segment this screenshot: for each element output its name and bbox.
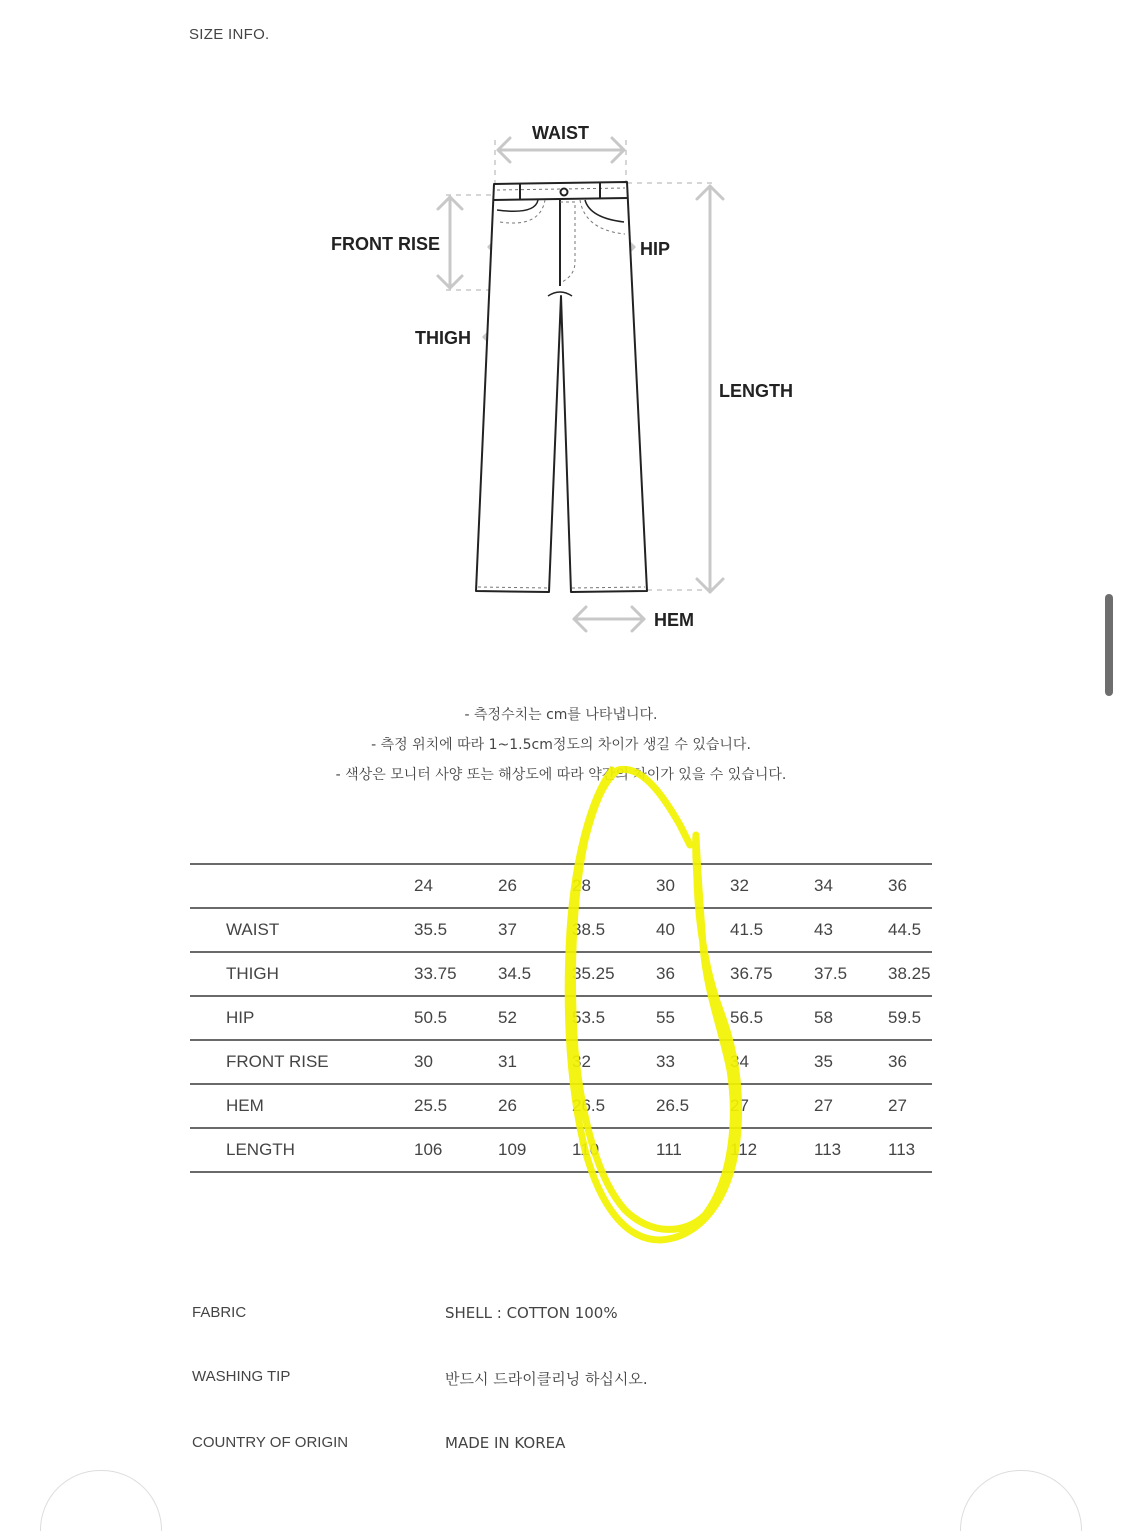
- label-hip: HIP: [640, 239, 671, 259]
- table-cell: 36: [620, 952, 694, 996]
- size-header: 26: [462, 864, 536, 908]
- table-cell: 41.5: [694, 908, 778, 952]
- table-cell: 37.5: [778, 952, 852, 996]
- table-cell: 43: [778, 908, 852, 952]
- table-cell: 53.5: [536, 996, 620, 1040]
- section-title: SIZE INFO.: [189, 26, 270, 43]
- label-hem: HEM: [654, 610, 694, 630]
- table-cell: 36.75: [694, 952, 778, 996]
- size-header: 34: [778, 864, 852, 908]
- pants-diagram: [0, 0, 1122, 700]
- table-cell: 112: [694, 1128, 778, 1172]
- table-cell: 31: [462, 1040, 536, 1084]
- table-cell: 40: [620, 908, 694, 952]
- size-header: 24: [378, 864, 462, 908]
- table-row: [190, 996, 932, 1040]
- table-row: [190, 1084, 932, 1128]
- table-cell: 26.5: [620, 1084, 694, 1128]
- table-cell: 55: [620, 996, 694, 1040]
- size-header: 32: [694, 864, 778, 908]
- label-length: LENGTH: [719, 381, 793, 401]
- washing-tip-label: WASHING TIP: [192, 1368, 291, 1385]
- size-header: 30: [620, 864, 694, 908]
- row-label: HIP: [190, 996, 378, 1040]
- table-cell: 32: [536, 1040, 620, 1084]
- table-row: [190, 908, 932, 952]
- table-cell: 44.5: [852, 908, 932, 952]
- row-label: LENGTH: [190, 1128, 378, 1172]
- table-cell: 37: [462, 908, 536, 952]
- table-cell: 27: [778, 1084, 852, 1128]
- label-front-rise: FRONT RISE: [331, 234, 441, 254]
- origin-value: MADE IN KOREA: [445, 1434, 566, 1452]
- table-cell: 26.5: [536, 1084, 620, 1128]
- table-cell: 27: [694, 1084, 778, 1128]
- pants-outline: [476, 182, 647, 592]
- note-line: - 측정 위치에 따라 1~1.5cm정도의 차이가 생길 수 있습니다.: [371, 737, 751, 753]
- measurement-notes: [0, 700, 1122, 790]
- table-cell: 109: [462, 1128, 536, 1172]
- table-cell: 36: [852, 1040, 932, 1084]
- note-line: - 색상은 모니터 사양 또는 해상도에 따라 약간의 차이가 있을 수 있습니다.: [335, 767, 787, 783]
- fabric-value: SHELL : COTTON 100%: [445, 1304, 618, 1322]
- row-label: THIGH: [190, 952, 378, 996]
- fabric-label: FABRIC: [192, 1304, 247, 1321]
- origin-label: COUNTRY OF ORIGIN: [192, 1434, 349, 1451]
- table-cell: 38.5: [536, 908, 620, 952]
- table-cell: 33: [620, 1040, 694, 1084]
- washing-tip-value: 반드시 드라이클리닝 하십시오.: [445, 1370, 648, 1388]
- table-cell: 25.5: [378, 1084, 462, 1128]
- table-cell: 110: [536, 1128, 620, 1172]
- table-header-row: [190, 864, 932, 908]
- table-cell: 58: [778, 996, 852, 1040]
- table-cell: 56.5: [694, 996, 778, 1040]
- table-row: [190, 1040, 932, 1084]
- table-cell: 111: [620, 1128, 694, 1172]
- table-cell: 52: [462, 996, 536, 1040]
- bottom-nav-arc-right[interactable]: [960, 1470, 1082, 1531]
- note-line: - 측정수치는 cm를 나타냅니다.: [464, 707, 658, 723]
- table-cell: 38.25: [852, 952, 932, 996]
- row-label: WAIST: [190, 908, 378, 952]
- table-cell: 27: [852, 1084, 932, 1128]
- table-cell: 113: [852, 1128, 932, 1172]
- label-waist: WAIST: [532, 123, 589, 143]
- bottom-nav-arc-left[interactable]: [40, 1470, 162, 1531]
- table-cell: 33.75: [378, 952, 462, 996]
- table-cell: 26: [462, 1084, 536, 1128]
- table-cell: 35.25: [536, 952, 620, 996]
- table-cell: 30: [378, 1040, 462, 1084]
- table-cell: 113: [778, 1128, 852, 1172]
- table-cell: 35.5: [378, 908, 462, 952]
- table-cell: 50.5: [378, 996, 462, 1040]
- header-corner: [190, 864, 378, 908]
- size-header: 36: [852, 864, 932, 908]
- row-label: HEM: [190, 1084, 378, 1128]
- table-cell: 59.5: [852, 996, 932, 1040]
- table-cell: 34: [694, 1040, 778, 1084]
- table-cell: 34.5: [462, 952, 536, 996]
- label-thigh: THIGH: [415, 328, 471, 348]
- table-row: [190, 952, 932, 996]
- scrollbar-thumb[interactable]: [1105, 594, 1113, 696]
- row-label: FRONT RISE: [190, 1040, 378, 1084]
- size-header: 28: [536, 864, 620, 908]
- table-cell: 106: [378, 1128, 462, 1172]
- size-table: [190, 863, 932, 1173]
- table-cell: 35: [778, 1040, 852, 1084]
- table-row: [190, 1128, 932, 1172]
